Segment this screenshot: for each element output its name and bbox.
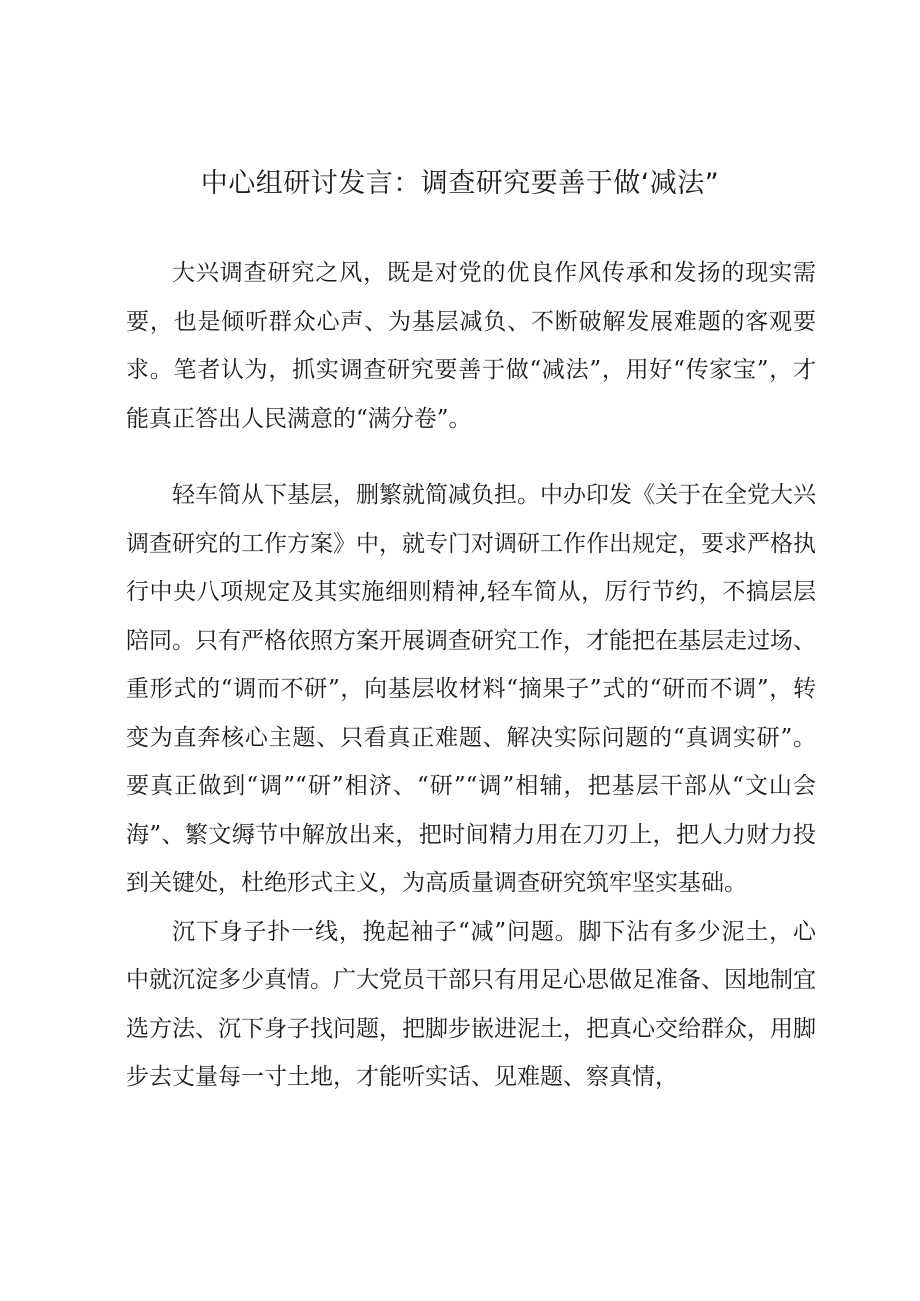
document-title: 中心组研讨发言：调查研究要善于做‘减法” <box>200 168 720 199</box>
paragraph-intro: 大兴调查研究之风，既是对党的优良作风传承和发扬的现实需要，也是倾听群众心声、为基层减负、不断破解发展难题的客观要求。笔者认为，抓实调查研究要善于做“减法”，用好“传家宝”，才能真正答出人民满意的“满分卷”。 <box>126 260 816 432</box>
main-section <box>126 471 816 1102</box>
paragraph-frontline: 沉下身子扑一线，挽起袖子“减”问题。脚下沾有多少泥土，心中就沉淀多少真情。广大党员干部只有用足心思做足准备、因地制宜选方法、沉下身子找问题，把脚步嵌进泥土，把真心交给群众，用脚步去丈量每一寸土地，才能听实话、见难题、察真情， <box>126 918 816 1090</box>
intro-section <box>126 249 816 443</box>
paragraph-light-travel: 轻车简从下基层，删繁就简减负担。中办印发《关于在全党大兴调查研究的工作方案》中，就专门对调研工作作出规定，要求严格执行中央八项规定及其实施细则精神,轻车简从，厉行节约，不搞层层陪同。只有严格依照方案开展调查研究工作，才能把在基层走过场、重形式的“调而不研”，向基层收材料“摘果子”式的“研而不调”，转变为直奔核心主题、只看真正难题、解决实际问题的“真调实研”。要真正做到“调”“研”相济、“研”“调”相辅，把基层干部从“文山会海”、繁文缛节中解放出来，把时间精力用在刀刃上，把人力财力投到关键处，杜绝形式主义，为高质量调查研究筑牢坚实基础。 <box>126 482 816 896</box>
